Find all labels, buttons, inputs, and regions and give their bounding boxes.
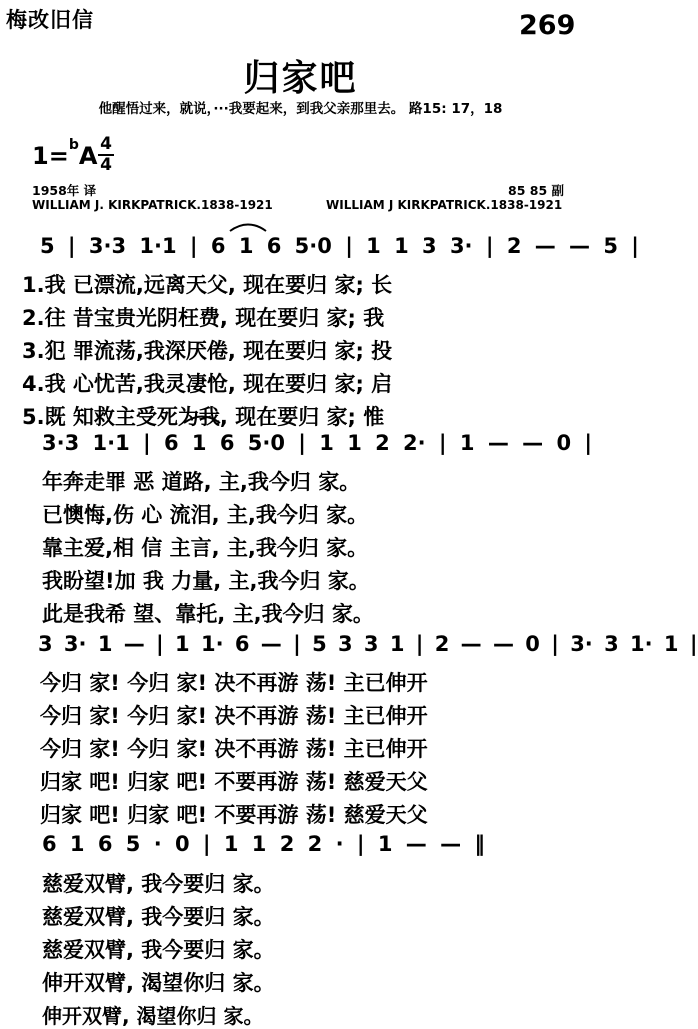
notation-line-2: 3·3 1·1 | 6 1 6 5·0 | 1 1 2 2· | 1 — — 0 | — [42, 431, 593, 455]
lyric-line-3-2: 今归 家! 今归 家! 决不再游 荡! 主已伸开 — [40, 704, 428, 728]
lyric-line-1-4: 4.我 心忧苦,我灵凄怆, 现在要归 家; 启 — [22, 372, 393, 396]
scripture-reference: 他醒悟过来，就说，···我要起来，到我父亲那里去。 路15: 17，18 — [98, 101, 503, 117]
lyric-line-4-3: 慈爱双臂, 我今要归 家。 — [42, 938, 275, 962]
lyric-line-2-4: 我盼望!加 我 力量, 主,我今归 家。 — [42, 569, 370, 593]
time-top: 4 — [100, 134, 112, 154]
slur-mark-2 — [182, 412, 222, 424]
lyric-line-1-1: 1.我 已漂流,远离天父, 现在要归 家; 长 — [22, 273, 393, 297]
slur-mark — [228, 220, 268, 232]
lyric-line-2-2: 已懊悔,伤 心 流泪, 主,我今归 家。 — [42, 503, 369, 527]
translation-year: 1958年 译 — [32, 183, 97, 198]
key-base: 1= — [32, 142, 69, 170]
time-signature — [98, 136, 114, 174]
composer: WILLIAM J KIRKPATRICK.1838-1921 — [326, 198, 563, 212]
lyric-line-2-3: 靠主爱,相 信 主言, 主,我今归 家。 — [42, 536, 369, 560]
key-note: A — [78, 142, 98, 170]
lyric-line-3-1: 今归 家! 今归 家! 决不再游 荡! 主已伸开 — [40, 671, 428, 695]
notation-line-3: 3 3· 1 — | 1 1· 6 — | 5 3 3 1 | 2 — — 0 | 3· 3 1· 1 | — [38, 632, 698, 656]
flat-sign: b — [68, 137, 79, 153]
lyric-line-4-5: 伸开双臂, 渴望你归 家。 — [42, 1004, 264, 1028]
time-bottom: 4 — [100, 155, 112, 175]
lyric-line-2-1: 年奔走罪 恶 道路, 主,我今归 家。 — [42, 470, 361, 494]
notation-line-1: 5 | 3·3 1·1 | 6 1 6 5·0 | 1 1 3 3· | 2 — — 5 | — [40, 234, 639, 258]
lyric-line-3-5: 归家 吧! 归家 吧! 不要再游 荡! 慈爱天父 — [40, 803, 428, 827]
lyricist: WILLIAM J. KIRKPATRICK.1838-1921 — [32, 198, 273, 212]
lyric-line-1-3: 3.犯 罪流荡,我深厌倦, 现在要归 家; 投 — [22, 339, 393, 363]
lyric-line-1-5: 5.既 知救主受死为我, 现在要归 家; 惟 — [22, 405, 385, 429]
lyric-line-4-1: 慈爱双臂, 我今要归 家。 — [42, 872, 275, 896]
lyric-line-4-2: 慈爱双臂, 我今要归 家。 — [42, 905, 275, 929]
meter: 85 85 副 — [508, 183, 564, 198]
collection-label: 梅改旧信 — [6, 8, 94, 32]
hymn-title: 归家吧 — [243, 58, 358, 99]
lyric-line-4-4: 伸开双臂, 渴望你归 家。 — [42, 971, 275, 995]
lyric-line-3-4: 归家 吧! 归家 吧! 不要再游 荡! 慈爱天父 — [40, 770, 428, 794]
notation-line-4: 6 1 6 5 · 0 | 1 1 2 2 · | 1 — — ‖ — [42, 832, 485, 856]
lyric-line-1-2: 2.往 昔宝贵光阴枉费, 现在要归 家; 我 — [22, 306, 385, 330]
lyric-line-3-3: 今归 家! 今归 家! 决不再游 荡! 主已伸开 — [40, 737, 428, 761]
page-number: 269 — [519, 10, 576, 41]
lyric-line-2-5: 此是我希 望、靠托, 主,我今归 家。 — [42, 602, 374, 626]
key-signature — [32, 137, 98, 170]
